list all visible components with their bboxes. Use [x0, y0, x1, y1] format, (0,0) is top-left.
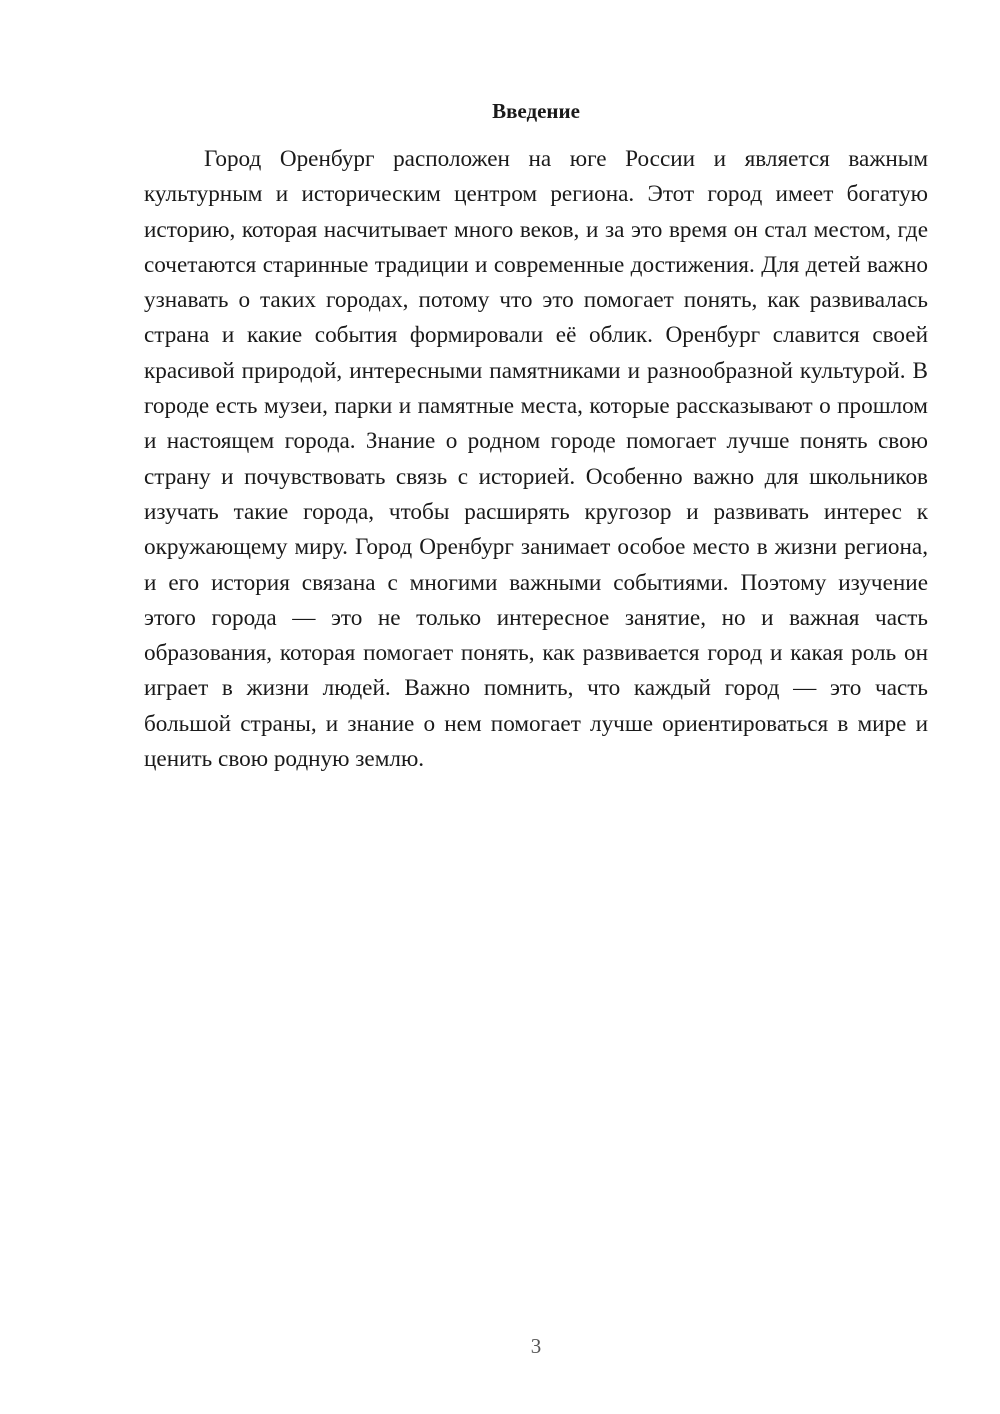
body-paragraph: Город Оренбург расположен на юге России и является важным культурным и историческим центром региона. Этот город имеет богатую историю, которая насчитывает много веков, и за это время он стал местом, где сочетаются старинные традиции и современные достижения. Для детей важно узнавать о таких городах, потому что это помогает понять, как развивалась страна и какие события формировали её облик. Оренбург славится своей красивой природой, интересными памятниками и разнообразной культурой. В городе есть музеи, парки и памятные места, которые рассказывают о прошлом и настоящем города. Знание о родном городе помогает лучше понять свою страну и почувствовать связь с историей. Особенно важно для школьников изучать такие города, чтобы расширять кругозор и развивать интерес к окружающему миру. Город Оренбург занимает особое место в жизни региона, и его история связана с многими важными событиями. Поэтому изучение этого города — это не только интересное занятие, но и важная часть образования, которая помогает понять, как развивается город и какая роль он играет в жизни людей. Важно помнить, что каждый город — это часть большой страны, и знание о нем помогает лучше ориентироваться в мире и ценить свою родную землю. [144, 146, 928, 773]
section-heading: Введение [492, 99, 580, 123]
page-number: 3 [530, 1334, 542, 1358]
